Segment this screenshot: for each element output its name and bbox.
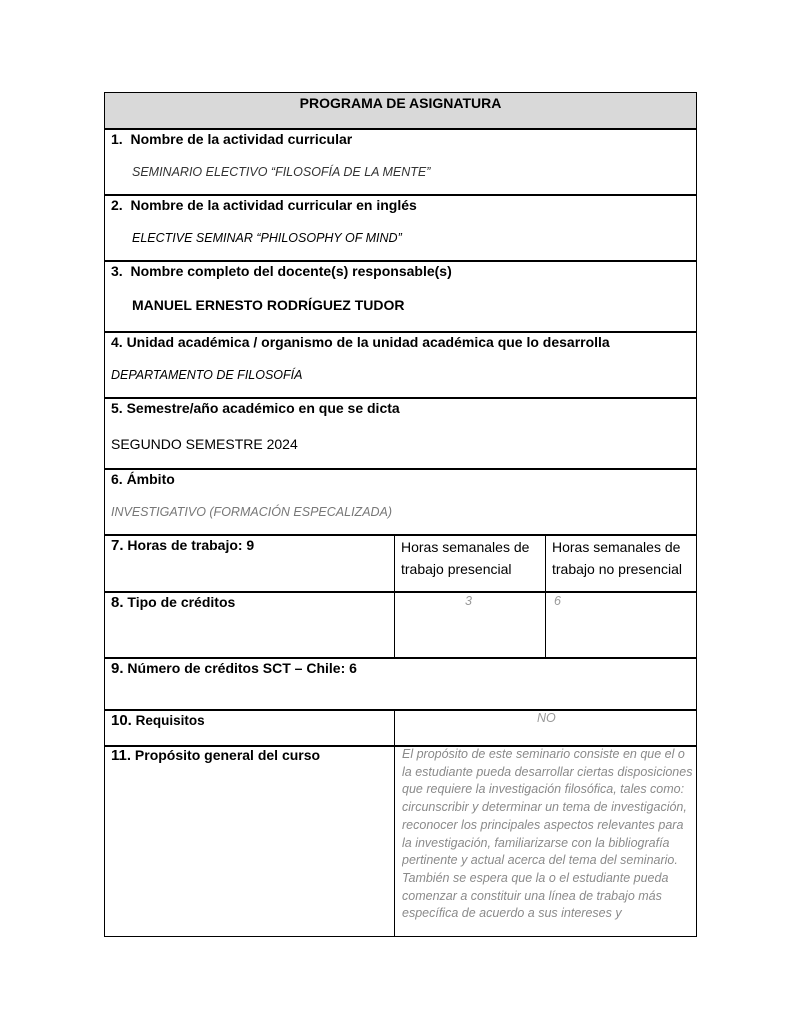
section-8-col3-value: 6: [554, 594, 561, 608]
section-4-value: DEPARTAMENTO DE FILOSOFÍA: [111, 368, 303, 382]
section-7-col3-text: Horas semanales de trabajo no presencial: [552, 539, 682, 577]
section-2-label: 2. Nombre de la actividad curricular en inglés: [111, 197, 417, 213]
section-8-col2-value: 3: [465, 594, 472, 608]
section-3: [104, 260, 697, 333]
section-5-value: SEGUNDO SEMESTRE 2024: [111, 436, 298, 452]
section-11-label: 11. Propósito general del curso: [111, 747, 321, 764]
section-1-value: SEMINARIO ELECTIVO “FILOSOFÍA DE LA MENTE”: [132, 165, 431, 179]
table-header: [104, 92, 697, 130]
section-9-label: 9. Número de créditos SCT – Chile: 6: [111, 660, 357, 677]
section-10: [104, 709, 697, 747]
section-4-label: 4. Unidad académica / organismo de la unidad académica que lo desarrolla: [111, 334, 610, 350]
section-1-label: 1. Nombre de la actividad curricular: [111, 131, 353, 147]
section-9: [104, 657, 697, 711]
section-2-value: ELECTIVE SEMINAR “PHILOSOPHY OF MIND”: [132, 231, 402, 245]
section-7-col-presencial: [394, 535, 545, 592]
section-7-col-no-presencial: [545, 535, 697, 592]
section-11-value-cell: [394, 746, 697, 936]
section-5: [104, 397, 697, 470]
section-8-col-no-presencial: [545, 592, 697, 658]
section-7-col2-text: Horas semanales de trabajo presencial: [401, 539, 530, 577]
section-10-value: NO: [537, 711, 556, 725]
section-3-label: 3. Nombre completo del docente(s) responsable(s): [111, 263, 452, 279]
section-6-value: INVESTIGATIVO (FORMACIÓN ESPECALIZADA): [111, 505, 393, 519]
section-7-label: 7. Horas de trabajo: 9: [111, 537, 255, 554]
section-10-label: 10. Requisitos: [111, 712, 205, 729]
section-10-value-cell: [394, 710, 697, 746]
section-2: [104, 194, 697, 262]
section-8: [104, 591, 697, 659]
section-6: [104, 468, 697, 536]
section-11-value: El propósito de este seminario consiste en que el o la estudiante pueda desarrollar ciertas disposiciones que requiere la investigación filosófica, tales como: circunscribir y determinar un tema de investigación, reconocer los principales aspectos relevantes para la investigación, familiarizarse con la bibliografía pertinente y actual acerca del tema del seminario. También se espera que la o el estudiante pueda comenzar a constituir una línea de trabajo más específica de acuerdo a sus intereses y: [402, 747, 693, 921]
section-4: [104, 331, 697, 399]
section-5-label: 5. Semestre/año académico en que se dicta: [111, 400, 400, 416]
section-8-col-presencial: [394, 592, 545, 658]
section-1: [104, 128, 697, 196]
section-3-value: MANUEL ERNESTO RODRÍGUEZ TUDOR: [132, 297, 405, 313]
section-7: [104, 534, 697, 593]
section-8-label: 8. Tipo de créditos: [111, 594, 236, 611]
page-title: PROGRAMA DE ASIGNATURA: [299, 95, 502, 111]
section-11: [104, 745, 697, 937]
section-6-label: 6. Ámbito: [111, 471, 175, 487]
